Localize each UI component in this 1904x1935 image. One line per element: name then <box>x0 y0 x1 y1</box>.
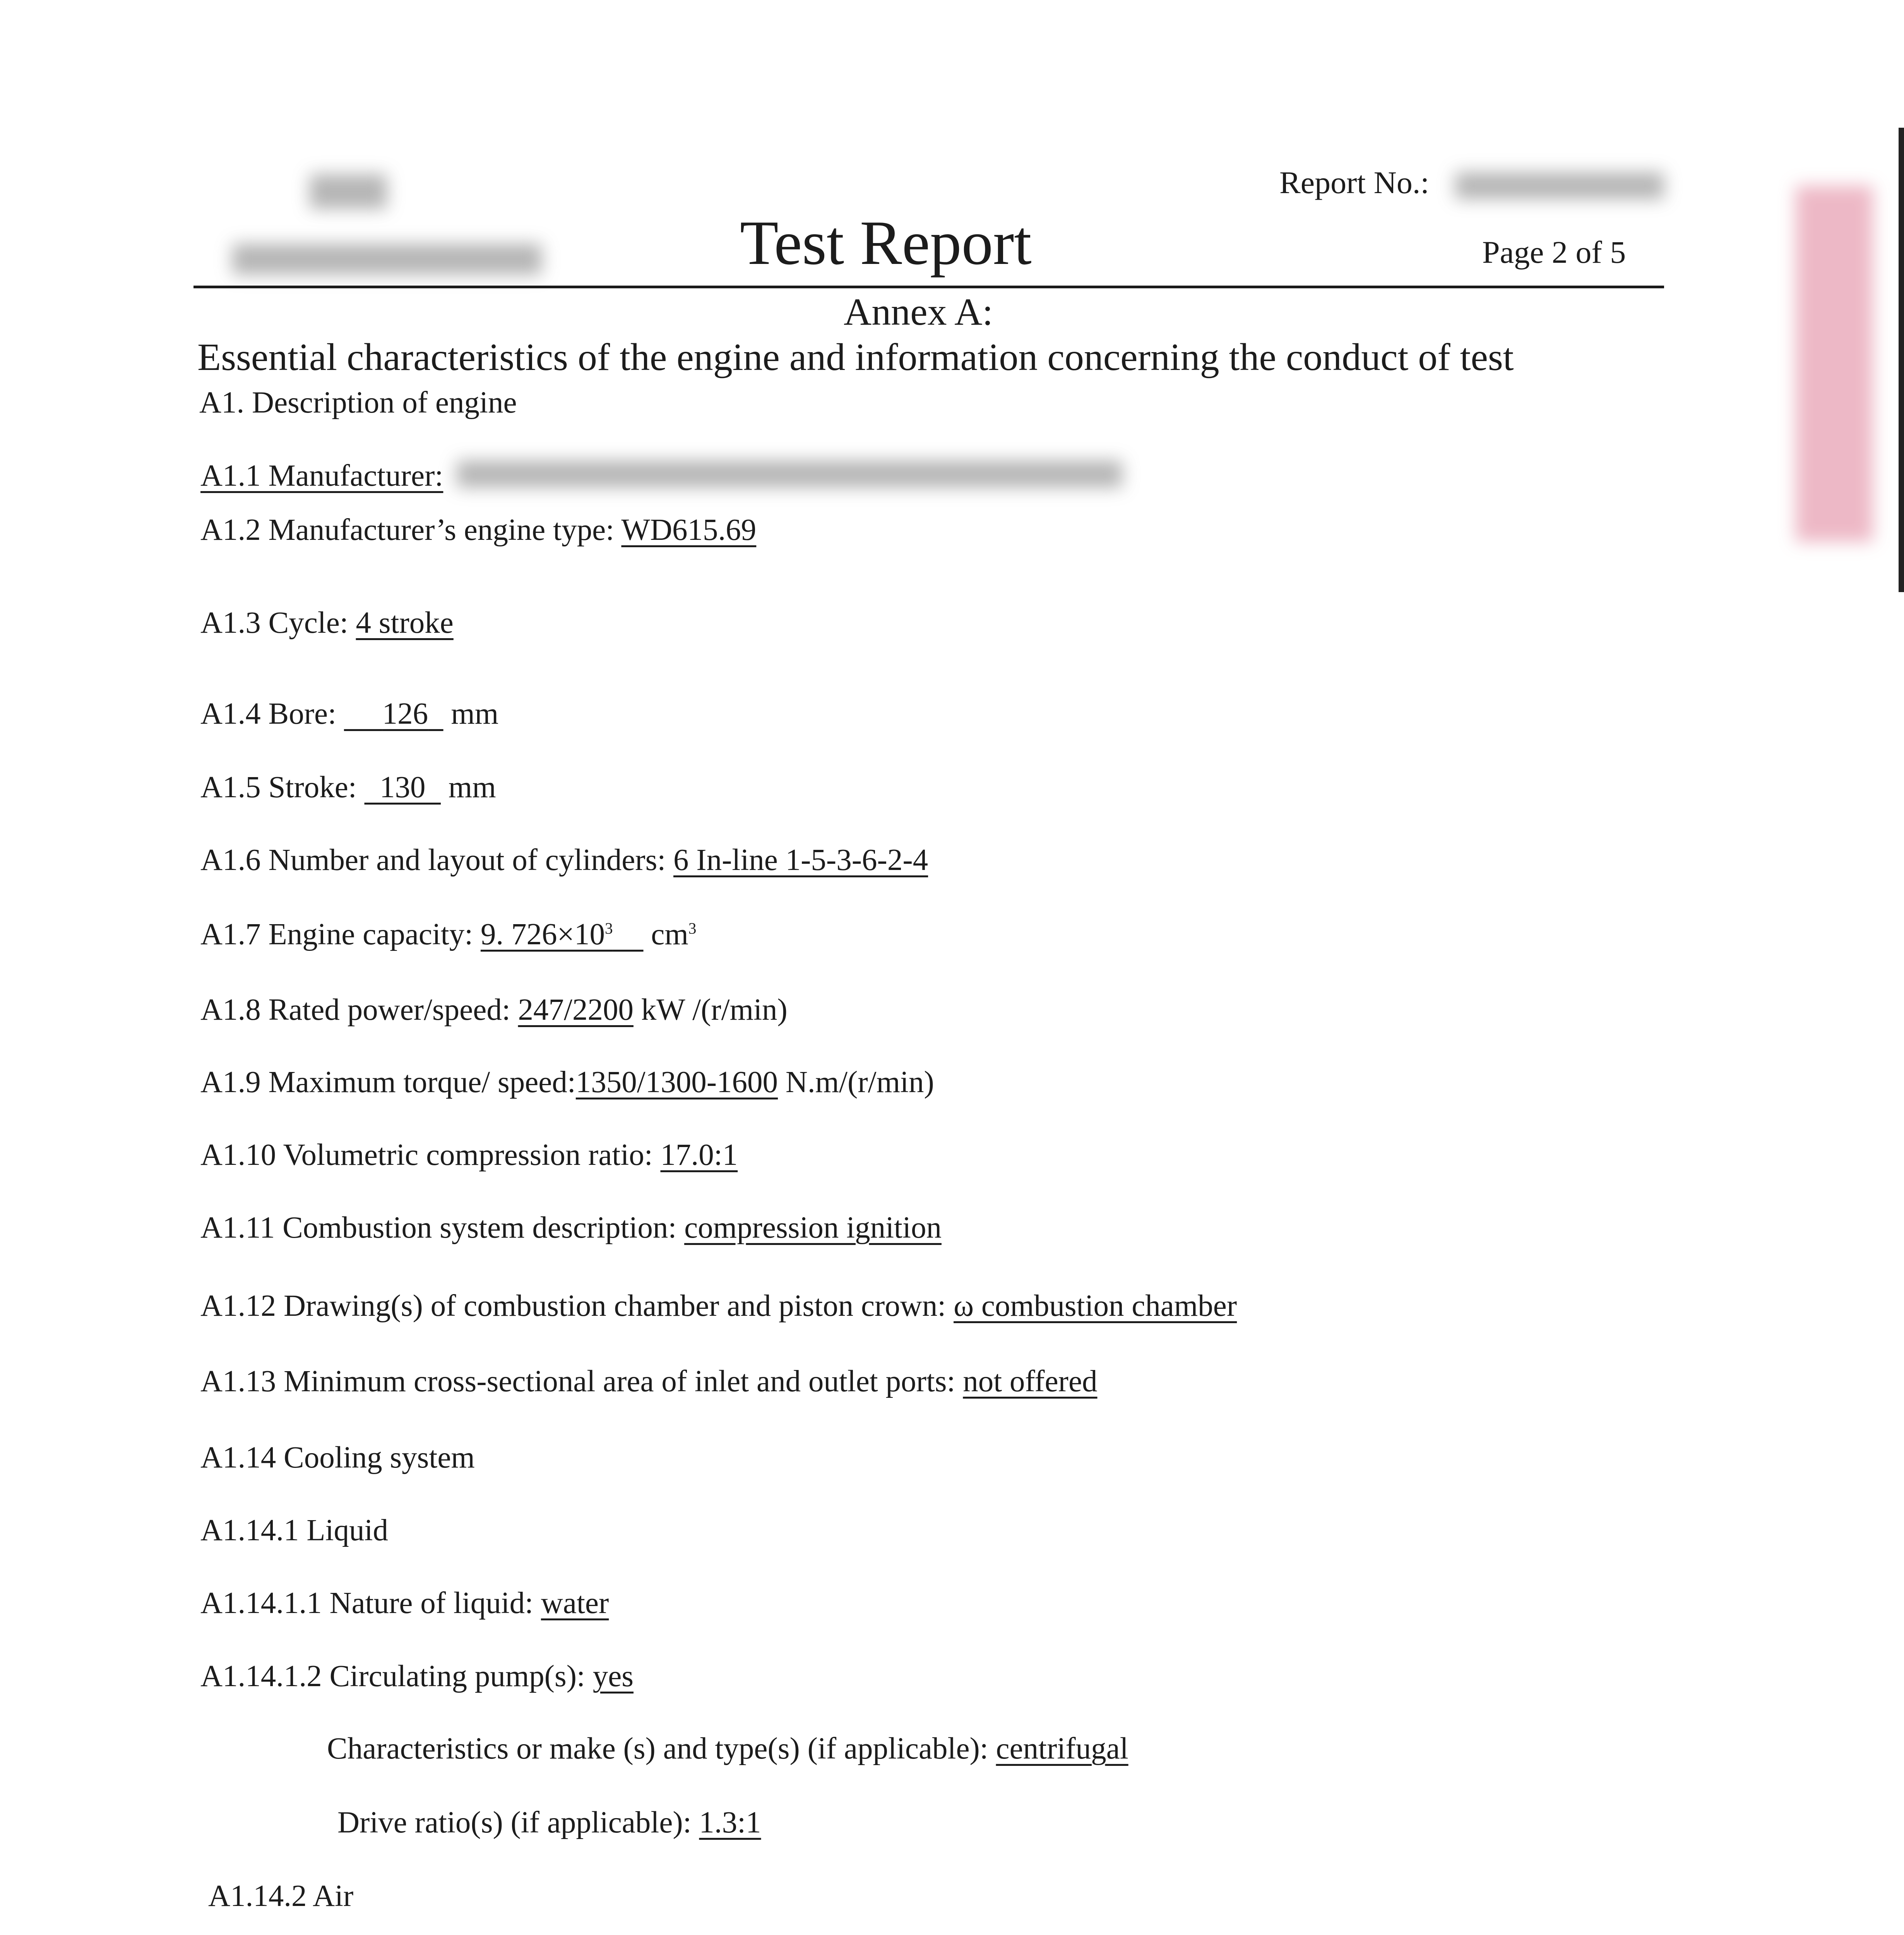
field-circulating-pump: A1.14.1.2 Circulating pump(s): yes <box>200 1659 634 1693</box>
field-cycle: A1.3 Cycle: 4 stroke <box>200 606 454 640</box>
field-cylinders: A1.6 Number and layout of cylinders: 6 In-line 1-5-3-6-2-4 <box>200 843 928 877</box>
field-port-area: A1.13 Minimum cross-sectional area of inlet and outlet ports: not offered <box>200 1365 1098 1398</box>
page-title: Test Report <box>740 208 1032 278</box>
field-stroke: A1.5 Stroke: 130 mm <box>200 771 496 804</box>
field-rated-power: A1.8 Rated power/speed: 247/2200 kW /(r/min) <box>200 993 788 1027</box>
field-compression-ratio: A1.10 Volumetric compression ratio: 17.0:1 <box>200 1138 738 1172</box>
page-number: Page 2 of 5 <box>1482 235 1626 270</box>
header-rule <box>193 286 1664 288</box>
redacted-logo-top <box>310 174 387 209</box>
report-no-label: Report No.: <box>1279 165 1430 200</box>
field-liquid: A1.14.1 Liquid <box>200 1514 388 1547</box>
annex-subtitle: Essential characteristics of the engine and information concerning the conduct of test <box>197 336 1514 378</box>
field-max-torque: A1.9 Maximum torque/ speed:1350/1300-1600 N.m/(r/min) <box>200 1065 934 1099</box>
field-bore: A1.4 Bore: 126 mm <box>200 697 499 731</box>
redacted-report-number <box>1455 172 1664 199</box>
section-heading: A1. Description of engine <box>199 386 517 420</box>
annex-heading: Annex A: <box>844 290 993 333</box>
field-manufacturer: A1.1 Manufacturer: <box>200 459 443 493</box>
field-pump-characteristics: Characteristics or make (s) and type(s) (if applicable): centrifugal <box>327 1732 1128 1765</box>
redacted-stamp <box>1796 186 1873 542</box>
field-combustion-system: A1.11 Combustion system description: compression ignition <box>200 1211 942 1245</box>
field-air: A1.14.2 Air <box>208 1879 354 1913</box>
field-capacity: A1.7 Engine capacity: 9. $726\times 10^3$ $cm^3$ <box>200 918 697 951</box>
scan-edge <box>1899 128 1904 592</box>
field-combustion-chamber-drawing: A1.12 Drawing(s) of combustion chamber and piston crown: ω combustion chamber <box>200 1289 1237 1323</box>
redacted-manufacturer <box>457 461 1122 488</box>
field-pump-drive-ratio: Drive ratio(s) (if applicable): 1.3:1 <box>337 1806 761 1839</box>
redacted-lab-name <box>232 244 542 275</box>
field-cooling-system: A1.14 Cooling system <box>200 1441 475 1474</box>
field-engine-type: A1.2 Manufacturer’s engine type: WD615.69 <box>200 513 757 547</box>
field-nature-of-liquid: A1.14.1.1 Nature of liquid: water <box>200 1586 609 1620</box>
